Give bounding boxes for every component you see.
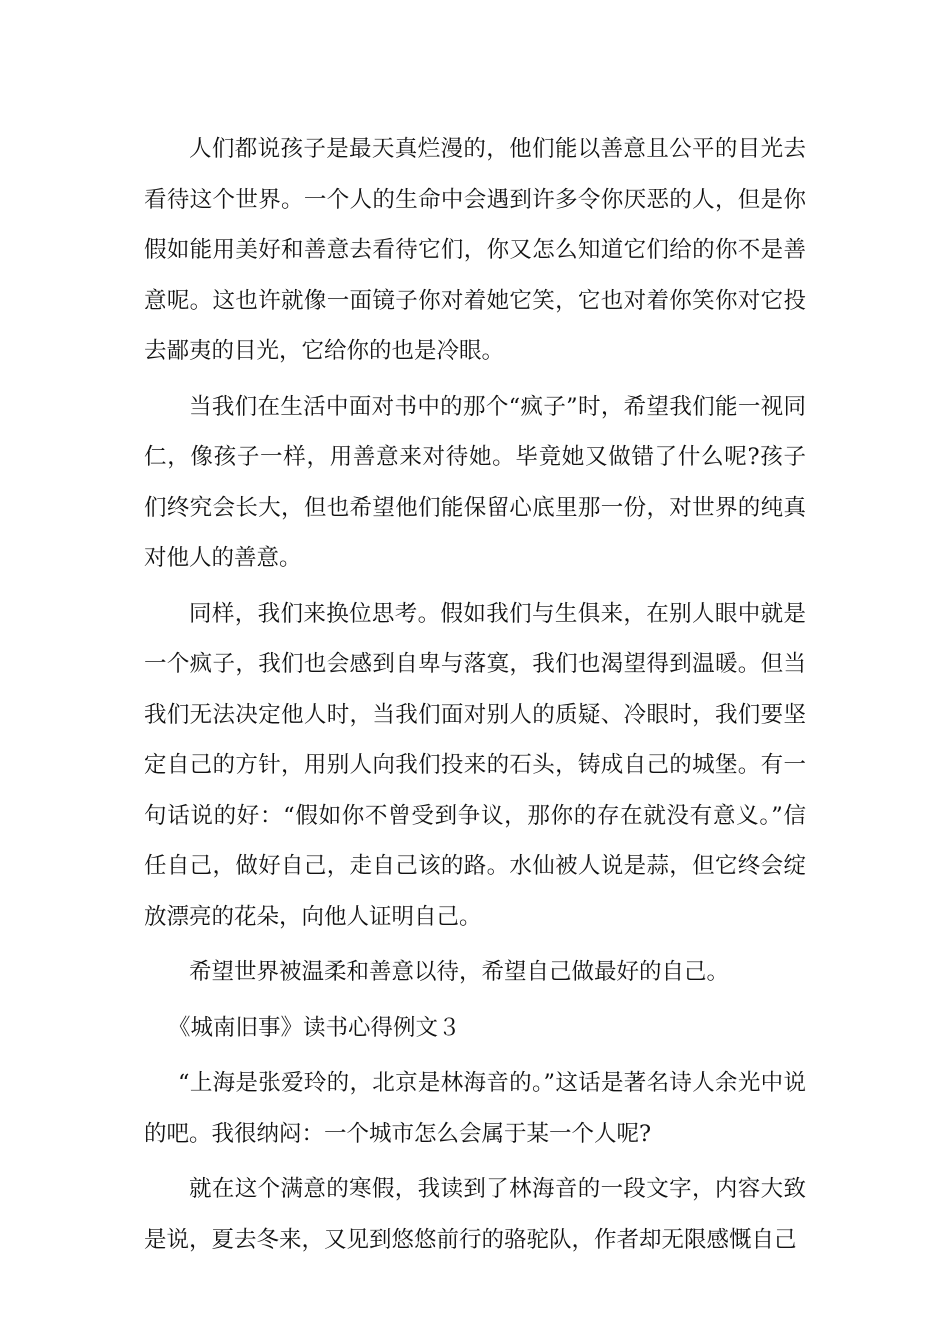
paragraph-4: 希望世界被温柔和善意以待，希望自己做最好的自己。: [189, 959, 730, 985]
paragraph-2: 当我们在生活中面对书中的那个“疯子”时，希望我们能一视同仁，像孩子一样，用善意来对待她。毕竟她又做错了什么呢?孩子们终究会长大，但也希望他们能保留心底里那一份，对世界的纯真对他人的善意。: [144, 393, 806, 571]
paragraph-5: “上海是张爱玲的，北京是林海音的。”这话是著名诗人余光中说的吧。我很纳闷：一个城市怎么会属于某一个人呢?: [144, 1070, 806, 1147]
document-body: [144, 124, 806, 1270]
paragraph-3: 同样，我们来换位思考。假如我们与生俱来，在别人眼中就是一个疯子，我们也会感到自卑与落寞，我们也渴望得到温暖。但当我们无法决定他人时，当我们面对别人的质疑、冷眼时，我们要坚定自己的方针，用别人向我们投来的石头，铸成自己的城堡。有一句话说的好：“假如你不曾受到争议，那你的存在就没有意义。”信任自己，做好自己，走自己该的路。水仙被人说是蒜，但它终会绽放漂亮的花朵，向他人证明自己。: [144, 600, 806, 930]
paragraph-6: 就在这个满意的寒假，我读到了林海音的一段文字，内容大致是说，夏去冬来，又见到悠悠前行的骆驼队，作者却无限感慨自己: [144, 1176, 806, 1253]
paragraph-1: 人们都说孩子是最天真烂漫的，他们能以善意且公平的目光去看待这个世界。一个人的生命中会遇到许多令你厌恶的人，但是你假如能用美好和善意去看待它们，你又怎么知道它们给的你不是善意呢。这也许就像一面镜子你对着她它笑，它也对着你笑你对它投去鄙夷的目光，它给你的也是冷眼。: [144, 136, 806, 364]
section-title: 《城南旧事》读书心得例文３: [168, 1014, 461, 1041]
